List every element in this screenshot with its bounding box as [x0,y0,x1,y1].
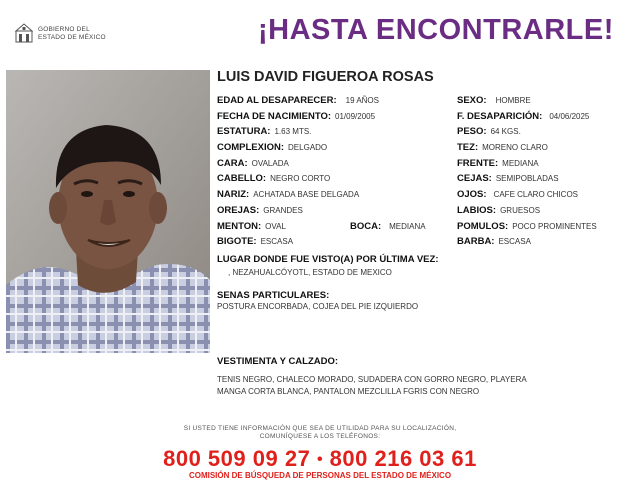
field-sexo [457,95,531,106]
field-value: 19 AÑOS [345,96,379,105]
field-value: HOMBRE [495,96,531,105]
field-label: CABELLO: [217,173,267,184]
field-label: POMULOS: [457,221,509,232]
field-cara [217,158,289,169]
field-label: MENTON: [217,221,262,232]
coat-of-arms-icon [14,22,34,44]
field-label: BOCA: [350,221,382,232]
field-value: 64 KGS. [490,127,521,136]
field-value: GRANDES [263,206,303,215]
field-value: OVAL [265,222,286,231]
marks-value: POSTURA ENCORBADA, COJEA DEL PIE IZQUIERDO [217,302,419,311]
field-value: 01/09/2005 [335,112,376,121]
field-value: ACHATADA BASE DELGADA [253,190,360,199]
field-cabello [217,173,330,184]
government-logo [14,22,124,46]
field-value: MEDIANA [389,222,426,231]
missing-person-photo [6,70,210,353]
field-value: ESCASA [498,237,531,246]
field-pomulos [457,221,597,232]
field-peso [457,126,521,137]
field-value: MEDIANA [502,159,539,168]
field-frente [457,158,539,169]
phone-1[interactable]: 800 509 09 27 [163,446,311,471]
field-value: ESCASA [260,237,294,246]
field-value: MORENO CLARO [482,143,548,152]
field-label: BARBA: [457,236,495,247]
field-orejas [217,205,303,216]
field-label: FECHA DE NACIMIENTO: [217,111,331,122]
field-value: CAFE CLARO CHICOS [493,190,579,199]
logo-line2: ESTADO DE MÉXICO [38,33,106,41]
person-name: LUIS DAVID FIGUEROA ROSAS [217,69,434,85]
clothing-line1: TENIS NEGRO, CHALECO MORADO, SUDADERA CON GORRO NEGRO, PLAYERA [217,375,527,384]
marks-title: SENAS PARTICULARES: [217,290,330,301]
field-label: NARIZ: [217,189,250,200]
field-label: ESTATURA: [217,126,271,137]
field-ojos [457,189,578,200]
field-label: PESO: [457,126,487,137]
contact-info-line2: COMUNÍQUESE A LOS TELÉFONOS: [259,433,381,440]
last-seen-value: , NEZAHUALCÓYOTL, ESTADO DE MEXICO [228,268,392,277]
field-value: SEMIPOBLADAS [495,174,559,183]
field-value: DELGADO [288,143,328,152]
last-seen-title: LUGAR DONDE FUE VISTO(A) POR ÚLTIMA VEZ: [217,254,439,265]
contact-info-line1: SI USTED TIENE INFORMACIÓN QUE SEA DE UTILIDAD PARA SU LOCALIZACIÓN, [183,425,457,432]
field-label: CEJAS: [457,173,492,184]
logo-text [38,26,106,41]
field-label: FRENTE: [457,158,499,169]
phone-2[interactable]: 800 216 03 61 [329,446,477,471]
phone-numbers [0,446,640,472]
field-value: 04/06/2025 [549,112,590,121]
field-cejas [457,173,559,184]
field-value: GRUESOS [500,206,541,215]
field-boca [350,221,426,232]
field-edad [217,95,379,106]
field-nariz [217,189,359,200]
field-complexion [217,142,327,153]
clothing-line2: MANGA CORTA BLANCA, PANTALON MEZCLILLA FGRIS CON NEGRO [217,387,480,396]
clothing-title: VESTIMENTA Y CALZADO: [217,356,339,367]
commission-name: COMISIÓN DE BÚSQUEDA DE PERSONAS DEL ESTADO DE MÉXICO [188,471,452,480]
field-value: POCO PROMINENTES [512,222,597,231]
field-label: EDAD AL DESAPARECER: [217,95,337,106]
field-label: CARA: [217,158,248,169]
field-label: TEZ: [457,142,479,153]
field-fecha-desaparicion [457,111,589,122]
field-bigote [217,236,293,247]
field-label: OREJAS: [217,205,260,216]
field-value: NEGRO CORTO [270,174,331,183]
logo-line1: GOBIERNO DEL [38,26,90,33]
field-fecha-nacimiento [217,111,375,122]
field-tez [457,142,548,153]
field-value: OVALADA [251,159,289,168]
portrait-illustration [6,70,210,353]
field-label: OJOS: [457,189,487,200]
field-labios [457,205,540,216]
field-menton [217,221,286,232]
field-estatura [217,126,311,137]
field-barba [457,236,531,247]
field-label: SEXO: [457,95,487,106]
field-label: F. DESAPARICIÓN: [457,111,543,122]
phone-separator: • [316,451,324,469]
field-label: LABIOS: [457,205,497,216]
field-label: COMPLEXION: [217,142,285,153]
field-label: BIGOTE: [217,236,257,247]
headline: ¡HASTA ENCONTRARLE! [258,14,614,46]
field-value: 1.63 MTS. [274,127,312,136]
